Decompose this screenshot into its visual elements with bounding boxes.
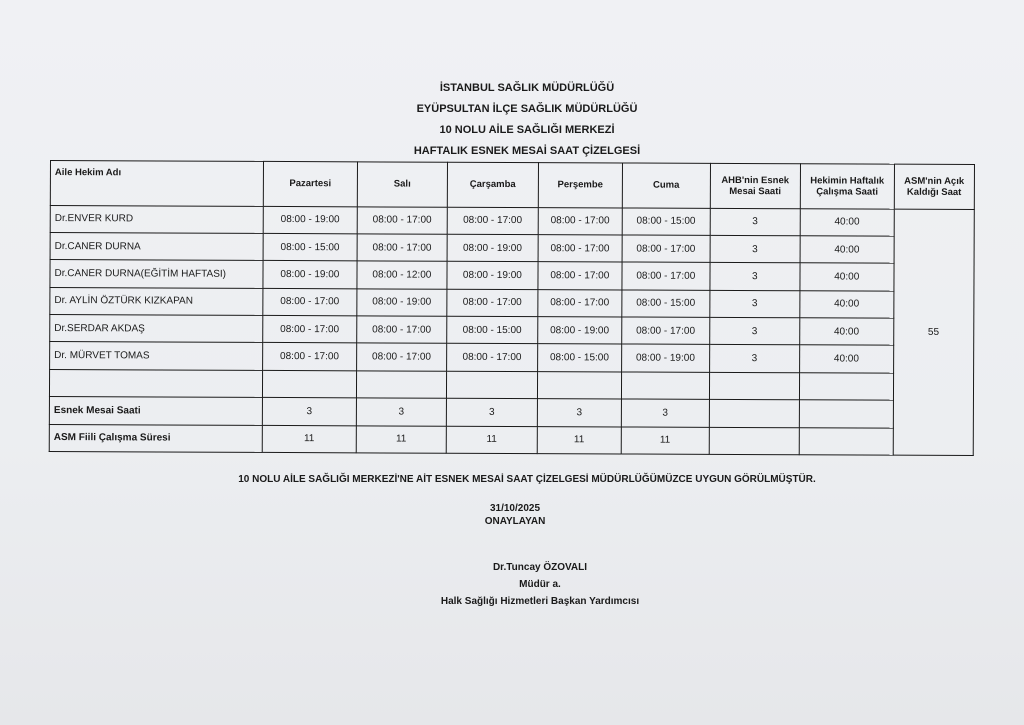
weekly-hours-cell: 40:00	[800, 236, 894, 264]
signatory-block	[405, 559, 675, 610]
signer-name: Dr.Tuncay ÖZOVALI	[492, 562, 588, 573]
actual-hours-cell: 11	[446, 426, 537, 454]
hours-cell: 08:00 - 15:00	[537, 344, 622, 372]
weekly-hours-cell: 40:00	[800, 263, 894, 291]
weekly-hours-cell: 40:00	[800, 318, 894, 346]
weekly-hours-cell: 40:00	[800, 291, 894, 319]
empty-cell	[799, 400, 893, 428]
hours-cell: 08:00 - 15:00	[447, 316, 538, 344]
flex-hours-cell: 3	[710, 208, 801, 236]
hours-cell: 08:00 - 17:00	[447, 207, 538, 235]
hours-cell: 08:00 - 17:00	[357, 206, 448, 234]
flex-summary-row	[49, 397, 973, 428]
hours-cell: 08:00 - 19:00	[537, 317, 622, 345]
column-header: Hekimin Haftalık Çalışma Saati	[800, 164, 894, 209]
approval-date: 31/10/2025	[489, 503, 541, 514]
flex-hours-cell: 3	[709, 317, 800, 345]
empty-cell	[263, 370, 357, 398]
column-header: ASM'nin Açık Kaldığı Saat	[894, 164, 975, 209]
signer-title: Halk Sağlığı Hizmetleri Başkan Yardımcısı	[440, 596, 640, 607]
header-line-1: İSTANBUL SAĞLIK MÜDÜRLÜĞÜ	[439, 82, 615, 94]
empty-cell	[356, 371, 447, 399]
hours-cell: 08:00 - 17:00	[622, 235, 710, 263]
table-row	[50, 342, 974, 373]
hours-cell: 08:00 - 19:00	[447, 262, 538, 290]
header-line-3: 10 NOLU AİLE SAĞLIĞI MERKEZİ	[439, 124, 615, 136]
document-header	[0, 78, 1024, 162]
flex-hours-cell: 3	[709, 290, 800, 318]
doctor-name: Dr.ENVER KURD	[50, 205, 263, 233]
flex-summary-cell: 3	[621, 399, 709, 427]
hours-cell: 08:00 - 19:00	[263, 206, 357, 234]
flex-hours-cell: 3	[709, 263, 800, 291]
flex-summary-cell: 3	[356, 398, 447, 426]
empty-cell	[447, 371, 538, 399]
hours-cell: 08:00 - 17:00	[263, 288, 357, 316]
weekly-hours-cell: 40:00	[800, 345, 894, 373]
empty-cell	[799, 373, 893, 401]
column-header: Perşembe	[538, 163, 623, 208]
hours-cell: 08:00 - 17:00	[538, 262, 623, 290]
table-row	[50, 232, 974, 263]
column-header: Çarşamba	[447, 162, 538, 207]
hours-cell: 08:00 - 17:00	[538, 207, 623, 235]
weekly-hours-cell: 40:00	[800, 208, 894, 236]
table-header-row	[50, 161, 974, 210]
hours-cell: 08:00 - 17:00	[356, 343, 447, 371]
empty-cell	[537, 371, 622, 399]
header-line-4: HAFTALIK ESNEK MESAİ SAAT ÇİZELGESİ	[413, 145, 641, 157]
hours-cell: 08:00 - 17:00	[357, 234, 448, 262]
actual-hours-label: ASM Fiili Çalışma Süresi	[49, 424, 262, 452]
empty-cell	[709, 427, 800, 455]
hours-cell: 08:00 - 17:00	[263, 316, 357, 344]
column-header: Aile Hekim Adı	[50, 161, 263, 207]
hours-cell: 08:00 - 19:00	[263, 261, 357, 289]
table-row	[50, 260, 974, 291]
empty-cell	[799, 427, 893, 455]
hours-cell: 08:00 - 15:00	[622, 208, 710, 236]
approval-note	[0, 474, 1024, 485]
actual-hours-cell: 11	[262, 425, 356, 453]
column-header: AHB'nin Esnek Mesai Saati	[710, 163, 801, 208]
column-header: Pazartesi	[263, 161, 357, 206]
header-line-2: EYÜPSULTAN İLÇE SAĞLIK MÜDÜRLÜĞÜ	[416, 103, 638, 115]
actual-hours-cell: 11	[356, 425, 447, 453]
column-header: Cuma	[622, 163, 710, 208]
empty-row	[49, 369, 973, 400]
hours-cell: 08:00 - 17:00	[447, 289, 538, 317]
actual-hours-row	[49, 424, 973, 455]
hours-cell: 08:00 - 17:00	[622, 317, 710, 345]
hours-cell: 08:00 - 17:00	[538, 235, 623, 263]
flex-summary-cell: 3	[262, 398, 356, 426]
doctor-name: Dr. AYLİN ÖZTÜRK KIZKAPAN	[50, 287, 263, 315]
hours-cell: 08:00 - 19:00	[622, 344, 710, 372]
table-row	[50, 205, 974, 236]
table-row	[50, 287, 974, 318]
flex-hours-cell: 3	[710, 235, 801, 263]
hours-cell: 08:00 - 19:00	[356, 289, 447, 317]
doctor-name: Dr. MÜRVET TOMAS	[50, 342, 263, 370]
flex-summary-cell: 3	[446, 398, 537, 426]
actual-hours-cell: 11	[621, 427, 709, 455]
flex-hours-cell: 3	[709, 345, 800, 373]
column-header: Salı	[357, 162, 448, 207]
hours-cell: 08:00 - 17:00	[447, 344, 538, 372]
empty-cell	[49, 369, 262, 397]
empty-cell	[622, 372, 710, 400]
empty-cell	[709, 372, 800, 400]
hours-cell: 08:00 - 19:00	[447, 234, 538, 262]
approval-label: ONAYLAYAN	[484, 516, 546, 527]
table-row	[50, 315, 974, 346]
hours-cell: 08:00 - 12:00	[357, 261, 448, 289]
signer-role: Müdür a.	[519, 579, 561, 590]
hours-cell: 08:00 - 17:00	[356, 316, 447, 344]
schedule-table	[49, 160, 975, 456]
hours-cell: 08:00 - 17:00	[537, 289, 622, 317]
hours-cell: 08:00 - 15:00	[622, 290, 710, 318]
hours-cell: 08:00 - 15:00	[263, 233, 357, 261]
doctor-name: Dr.SERDAR AKDAŞ	[50, 315, 263, 343]
hours-cell: 08:00 - 17:00	[622, 262, 710, 290]
approval-note-text: 10 NOLU AİLE SAĞLIĞI MERKEZİ'NE AİT ESNEK MESAİ SAAT ÇİZELGESİ MÜDÜRLÜĞÜMÜZCE UYGUN GÖRÜLMÜŞTÜR.	[238, 474, 816, 485]
hours-cell: 08:00 - 17:00	[263, 343, 357, 371]
approval-block	[445, 502, 585, 528]
doctor-name: Dr.CANER DURNA(EĞİTİM HAFTASI)	[50, 260, 263, 288]
actual-hours-cell: 11	[537, 426, 622, 454]
flex-summary-label: Esnek Mesai Saati	[49, 397, 262, 425]
flex-summary-cell: 3	[537, 399, 622, 427]
doctor-name: Dr.CANER DURNA	[50, 232, 263, 260]
open-hours-cell: 55	[893, 209, 975, 456]
empty-cell	[709, 400, 800, 428]
